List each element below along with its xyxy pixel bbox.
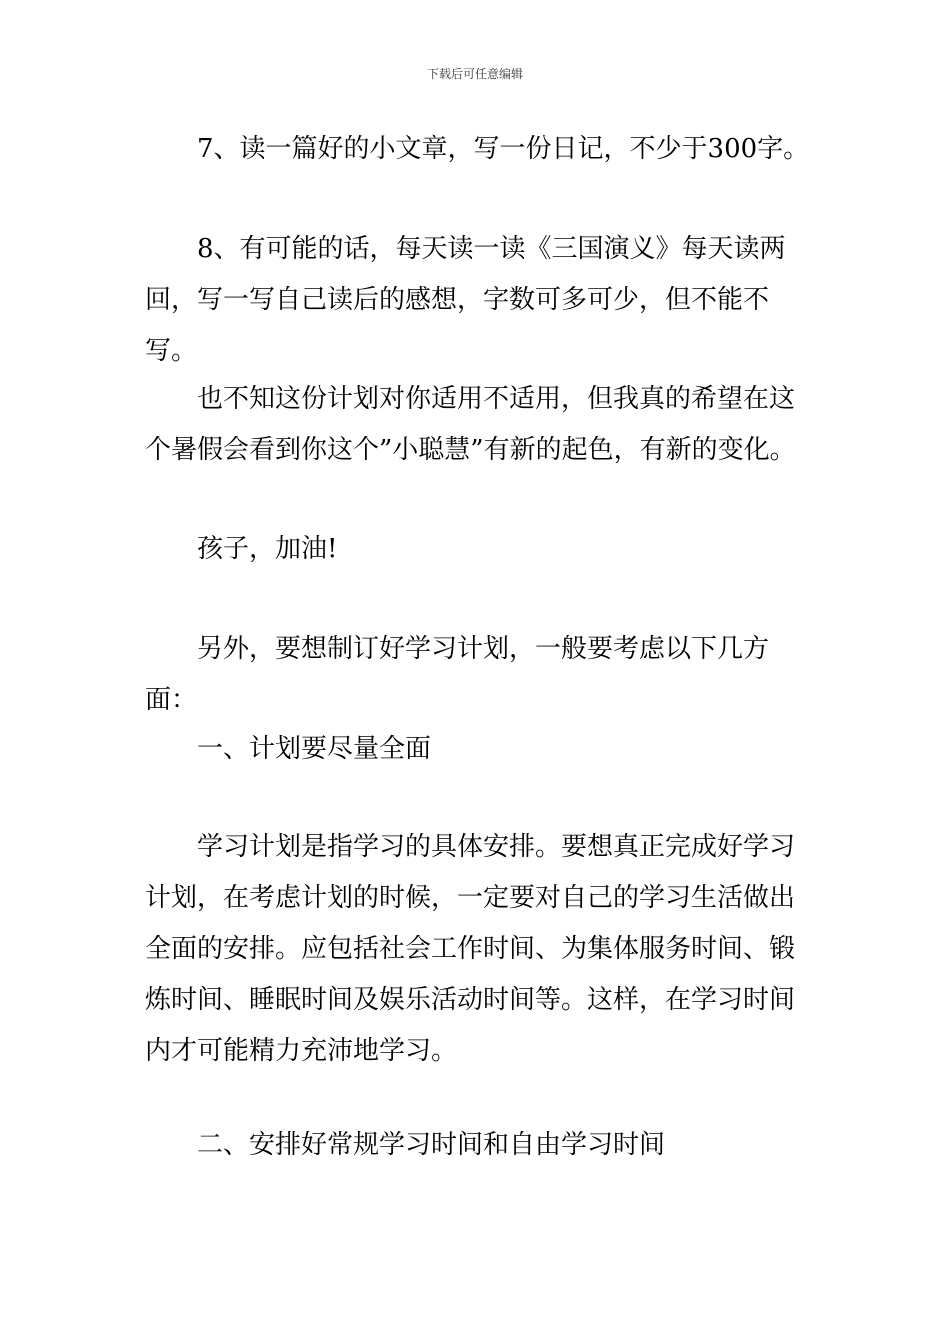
- paragraph-item-7: 7、读一篇好的小文章，写一份日记，不少于300字。: [197, 134, 810, 164]
- paragraph-hope: 也不知这份计划对你适用不适用，但我真的希望在这个暑假会看到你这个”小聪慧”有新的起色，有新的变化。: [145, 384, 796, 465]
- paragraph-encouragement: 孩子，加油!: [197, 534, 338, 564]
- paragraph-section-1-body: 学习计划是指学习的具体安排。要想真正完成好学习计划，在考虑计划的时候，一定要对自己的学习生活做出全面的安排。应包括社会工作时间、为集体服务时间、锻炼时间、睡眠时间及娱乐活动时间等。这样，在学习时间内才可能精力充沛地学习。: [145, 832, 796, 1066]
- section-heading-1: 一、计划要尽量全面: [197, 734, 432, 764]
- page-header: 下载后可任意编辑: [426, 67, 523, 81]
- paragraph-item-8: 8、有可能的话，每天读一读《三国演义》每天读两回，写一写自己读后的感想，字数可多可少，但不能不写。: [145, 234, 786, 366]
- section-heading-2: 二、安排好常规学习时间和自由学习时间: [197, 1130, 666, 1160]
- paragraph-intro: 另外，要想制订好学习计划，一般要考虑以下几方面：: [145, 634, 770, 715]
